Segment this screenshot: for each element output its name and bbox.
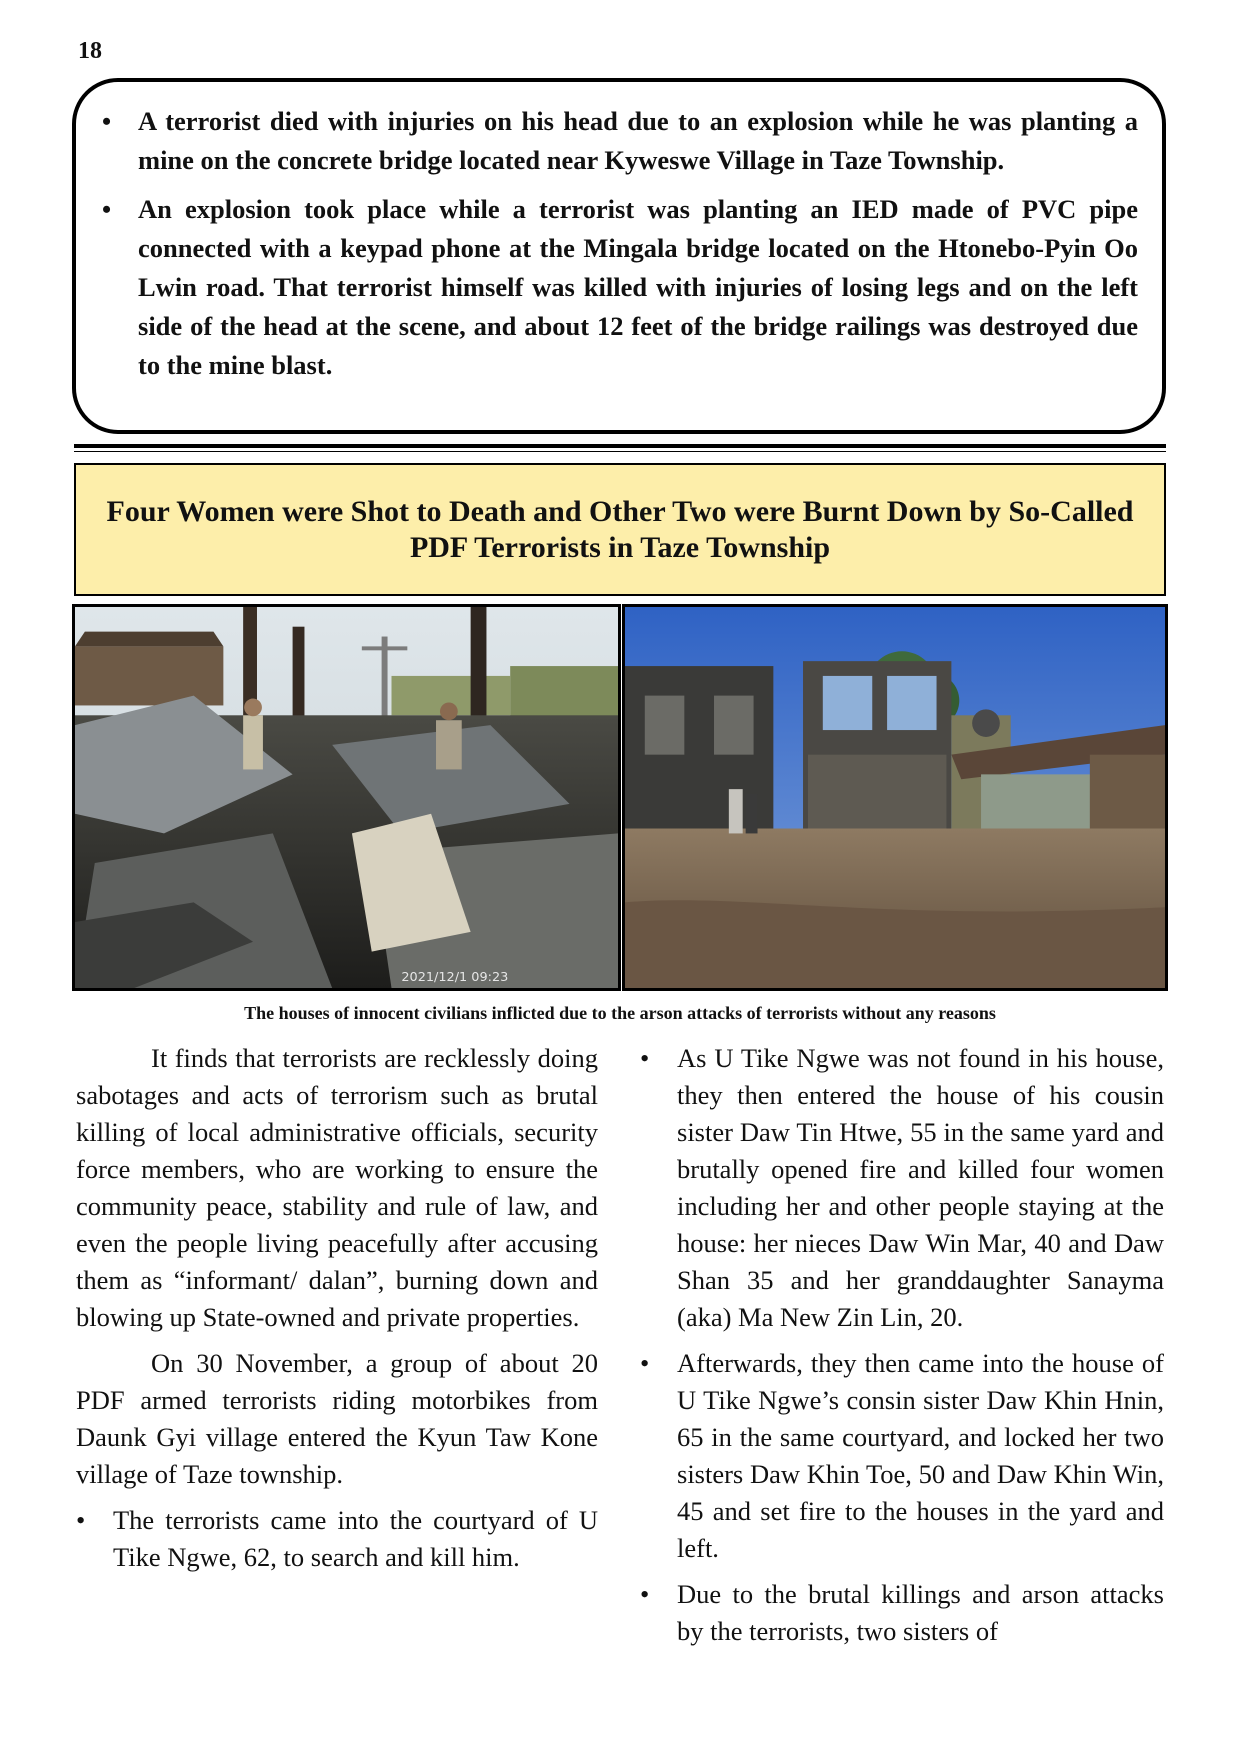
incident-bullet-list (98, 102, 1138, 395)
body-bullet: • Due to the brutal killings and arson attacks by the terrorists, two sisters of (640, 1576, 1164, 1650)
photo-caption: The houses of innocent civilians inflicted due to the arson attacks of terrorists without any reasons (244, 1003, 996, 1023)
body-paragraph: On 30 November, a group of about 20 PDF armed terrorists riding motorbikes from Daunk Gyi village entered the Kyun Taw Kone village of Taze township. (76, 1348, 598, 1489)
divider-rule (74, 444, 1166, 448)
left-bullet-list (76, 1502, 598, 1576)
photo-burnt-building (622, 604, 1168, 991)
page-number: 18 (78, 38, 102, 64)
incident-bullet: • A terrorist died with injuries on his head due to an explosion while he was planting a mine on the concrete bridge located near Kyweswe Village in Taze Township. (98, 102, 1138, 180)
photo-timestamp: 2021/12/1 09:23 (401, 970, 509, 986)
body-bullet: • The terrorists came into the courtyard of U Tike Ngwe, 62, to search and kill him. (76, 1502, 598, 1576)
left-column (76, 1040, 598, 1576)
article-headline: Four Women were Shot to Death and Other Two were Burnt Down by So-Called PDF Terrorists in Taze Township (106, 494, 1134, 564)
incident-bullet: • An explosion took place while a terrorist was planting an IED made of PVC pipe connected with a keypad phone at the Mingala bridge located on the Htonebo-Pyin Oo Lwin road. That terrorist himself was killed with injuries of losing legs and on the left side of the head at the scene, and about 12 feet of the bridge railings was destroyed due to the mine blast. (98, 190, 1138, 385)
divider-rule-thin (74, 451, 1166, 452)
incident-summary-box (72, 78, 1166, 434)
body-paragraph: It finds that terrorists are recklessly doing sabotages and acts of terrorism such as brutal killing of local administrative officials, security force members, who are working to ensure the community peace, stability and rule of law, and even the people living peacefully after accusing them as “informant/ dalan”, burning down and blowing up State-owned and private properties. (76, 1043, 598, 1332)
article-headline-box (74, 463, 1166, 596)
right-bullet-list (640, 1040, 1164, 1650)
body-bullet: • Afterwards, they then came into the house of U Tike Ngwe’s consin sister Daw Khin Hnin, 65 in the same courtyard, and locked her two sisters Daw Khin Toe, 50 and Daw Khin Win, 45 and set fire to the houses in the yard and left. (640, 1345, 1164, 1567)
right-column (640, 1040, 1164, 1650)
photo-burnt-debris (72, 604, 621, 991)
body-bullet: • As U Tike Ngwe was not found in his house, they then entered the house of his cousin sister Daw Tin Htwe, 55 in the same yard and brutally opened fire and killed four women including her and other people staying at the house: her nieces Daw Win Mar, 40 and Daw Shan 35 and her granddaughter Sanayma (aka) Ma New Zin Lin, 20. (640, 1040, 1164, 1336)
